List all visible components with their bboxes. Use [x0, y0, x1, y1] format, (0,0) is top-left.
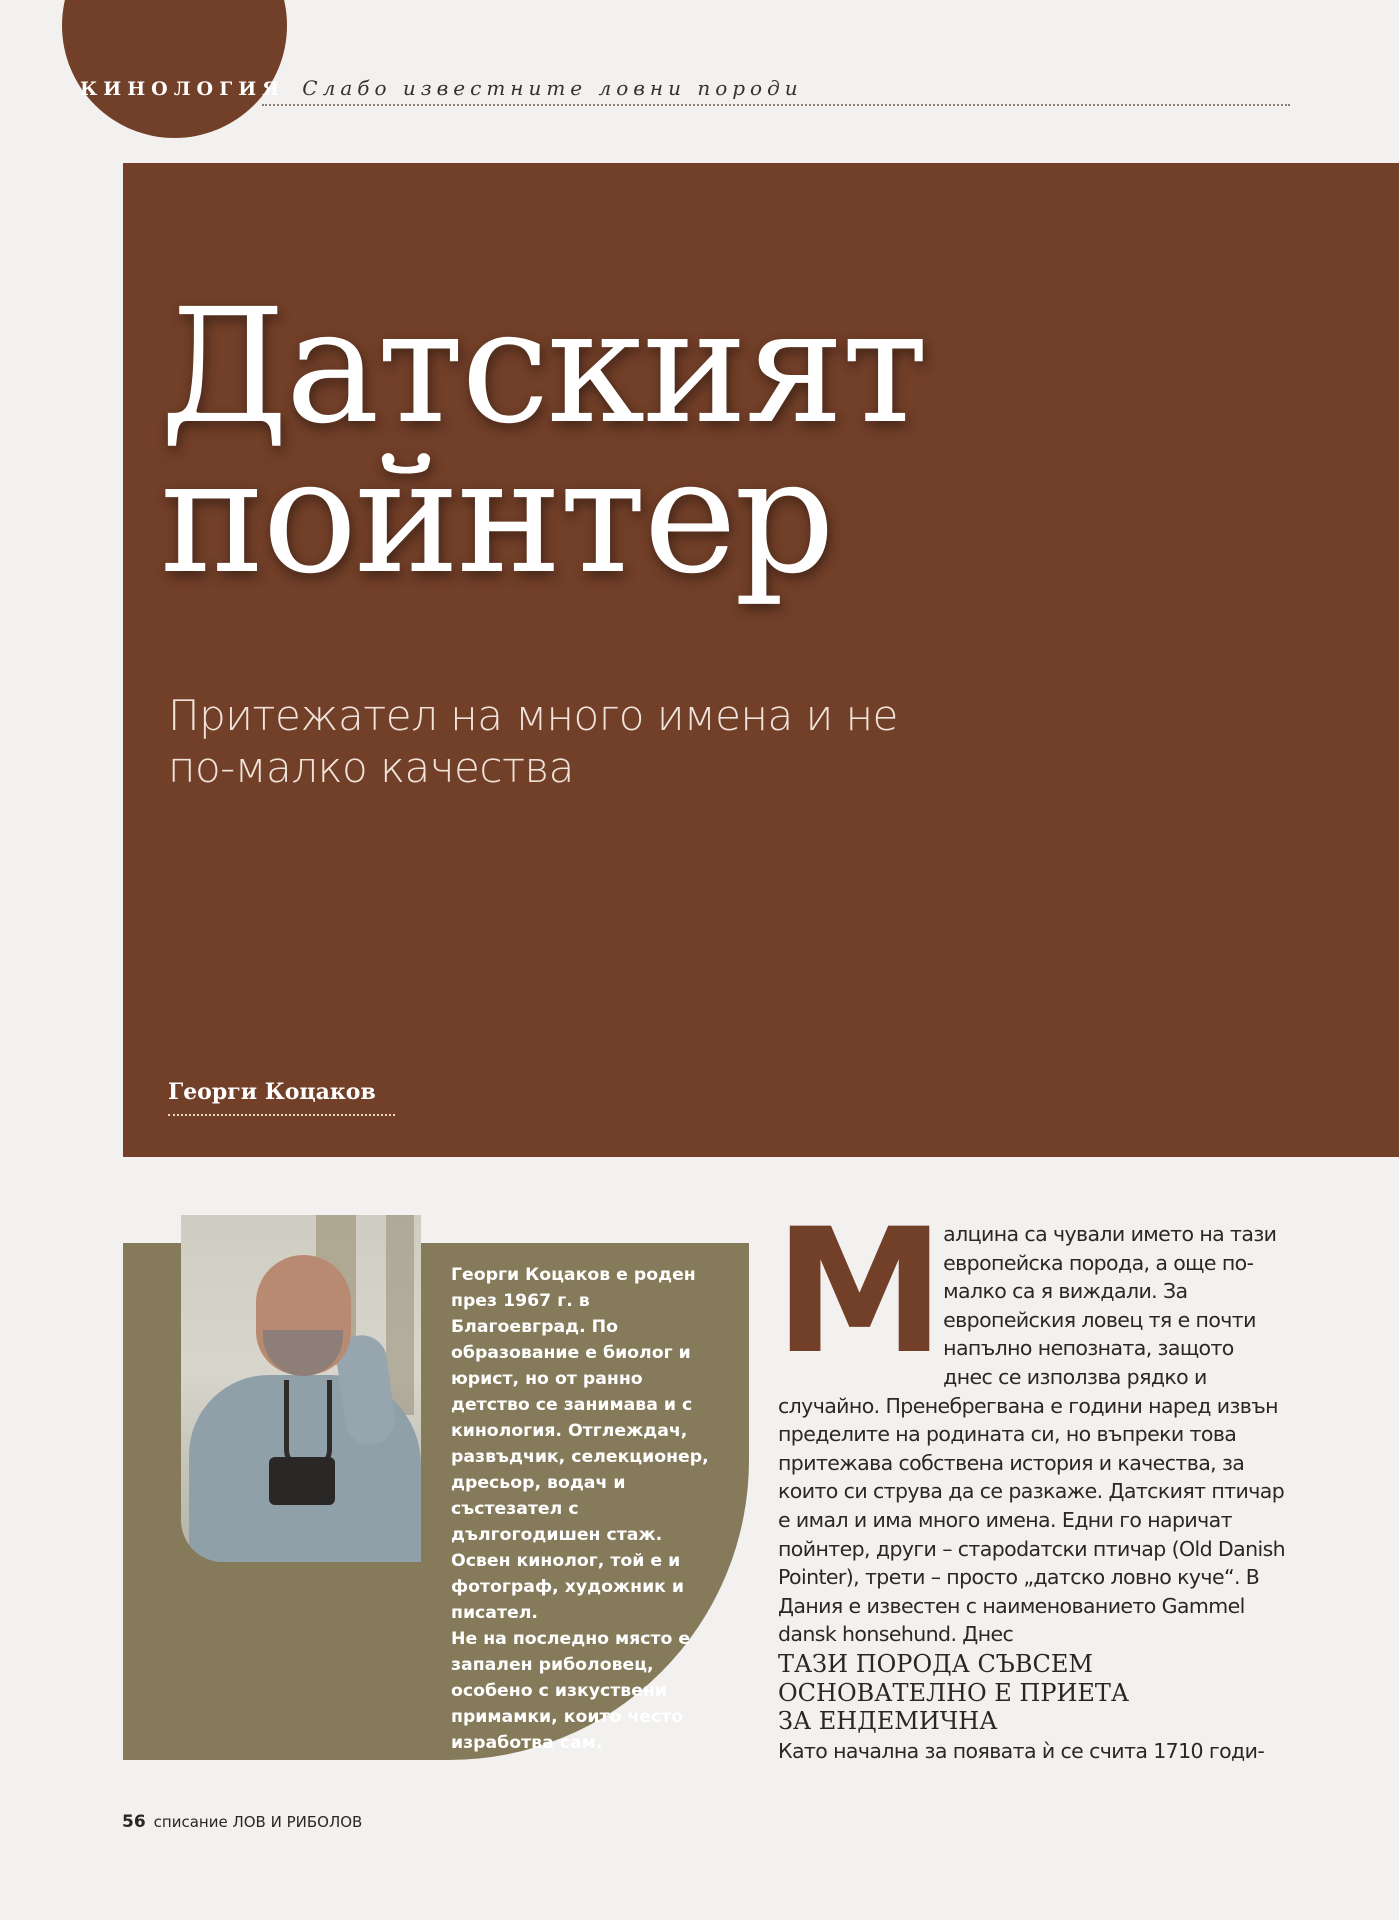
subhead-line-2: ОСНОВАТЕЛНО Е ПРИЕТА: [778, 1678, 1130, 1707]
page-footer: [122, 1812, 362, 1832]
running-header: [80, 76, 803, 100]
bio-paragraph-2: Не на последно място е запален риболовец, особено с изкуствени примамки, които често изработва сам.: [451, 1629, 691, 1753]
title-line-1: Датският: [160, 275, 926, 459]
section-circle-decoration: [62, 0, 287, 138]
page-number: 56: [122, 1812, 146, 1832]
subhead-line-1: ТАЗИ ПОРОДА СЪВСЕМ: [778, 1650, 1093, 1678]
author-photo: [181, 1215, 421, 1562]
article-continued-text: Като начална за появата ѝ се счита 1710 годи-: [778, 1739, 1265, 1763]
section-topic: Слабо известните ловни породи: [302, 76, 803, 100]
article-lead-text: алцина са чували името на тази европейска порода, а още по-малко са я виждали. За европейския ловец тя е почти напълно непозната, защото днес се използва рядко и случайно. Пренебрегвана е години наред извън пределите на родината си, но въпреки това притежава собствена история и качества, за които си струва да се разкаже. Датският птичар е имал и има много имена. Едни го наричат пойнтер, други – староdатски птичар (Old Danish Pointer), трети – просто „датско ловно куче“. В Дания е известен с наименованието Gammel dansk honsehund. Днес: [778, 1222, 1286, 1647]
bio-paragraph-1: Георги Коцаков е роден през 1967 г. в Благоевград. По образование е биолог и юрист, но от ранно детство се занимава и с кинология. Отглеждач, развъдчик, селекционер, дресьор, водач и състезател с дългогодишен стаж. Освен кинолог, той е и фотограф, художник и писател.: [451, 1265, 709, 1623]
article-subheading: [778, 1650, 1278, 1736]
author-byline: Георги Коцаков: [168, 1079, 376, 1105]
header-dotted-rule: [262, 104, 1290, 106]
title-line-2: пойнтер: [160, 425, 833, 609]
magazine-name: списание ЛОВ И РИБОЛОВ: [153, 1813, 363, 1831]
article-title: [160, 275, 926, 609]
subtitle-line-1: Притежател на много имена и не: [168, 691, 898, 740]
author-dotted-rule: [168, 1114, 395, 1116]
subtitle-line-2: по-малко качества: [168, 743, 574, 792]
author-bio: [451, 1262, 727, 1756]
subhead-line-3: ЗА ЕНДЕМИЧНА: [778, 1707, 998, 1735]
article-lead-paragraph: [774, 1191, 1288, 1649]
section-label: КИНОЛОГИЯ: [80, 78, 285, 100]
article-subtitle: [168, 690, 928, 794]
drop-cap: М: [774, 1191, 938, 1392]
